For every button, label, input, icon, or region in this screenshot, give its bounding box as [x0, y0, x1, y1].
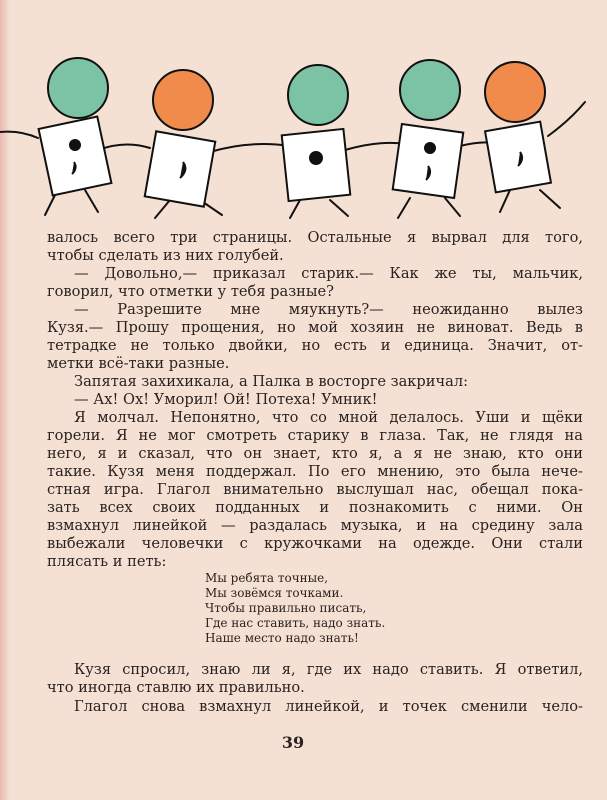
poem-line: Мы зовёмся точками. — [205, 586, 344, 600]
text-line: выбежали человечки с кружочками на одежде. Они стали — [47, 535, 583, 552]
poem-line: Где нас ставить, надо знать. — [205, 616, 386, 630]
text-line: плясать и петь: — [47, 553, 167, 570]
text-line: Кузя спросил, знаю ли я, где их надо ставить. Я ответил, — [74, 661, 583, 678]
figure-1 — [39, 58, 112, 195]
text-line: стная игра. Глагол внимательно выслушал нас, обещал пока- — [47, 481, 583, 498]
text-line: валось всего три страницы. Остальные я вырвал для того, — [47, 229, 583, 246]
figure-5 — [485, 62, 551, 192]
text-line: — Ах! Ох! Уморил! Ой! Потеха! Умник! — [74, 391, 378, 408]
text-line: Глагол снова взмахнул линейкой, и точек сменили чело- — [74, 698, 583, 715]
text-line: Кузя.— Прошу прощения, но мой хозяин не виноват. Ведь в — [47, 319, 583, 336]
text-line: взмахнул линейкой — раздалась музыка, и на средину зала — [47, 517, 583, 534]
poem-line: Мы ребята точные, — [205, 571, 329, 585]
text-line: Я молчал. Непонятно, что со мной делалось. Уши и щёки — [74, 409, 583, 426]
figure-3 — [282, 65, 351, 201]
poem-line: Чтобы правильно писать, — [205, 601, 367, 615]
text-line: зать всех своих подданных и познакомить с ними. Он — [47, 499, 583, 516]
text-line: метки всё-таки разные. — [47, 355, 230, 372]
text-line: горели. Я не мог смотреть старику в глаза. Так, не глядя на — [47, 427, 583, 444]
text-line: что иногда ставлю их правильно. — [47, 679, 305, 696]
figure-2 — [145, 70, 216, 207]
text-line: чтобы сделать из них голубей. — [47, 247, 284, 264]
text-line: такие. Кузя меня поддержал. По его мнению, это была нече- — [47, 463, 583, 480]
dancing-punctuation-illustration — [0, 40, 607, 220]
page-number: 39 — [281, 733, 305, 752]
text-line: него, я и сказал, что он знает, кто я, а я не знаю, кто они — [47, 445, 583, 462]
text-line: тетрадке не только двойки, но есть и единица. Значит, от- — [47, 337, 583, 354]
figure-4 — [393, 60, 464, 198]
text-line: Запятая захихикала, а Палка в восторге закричал: — [74, 373, 469, 390]
text-line: — Разрешите мне мяукнуть?— неожиданно вылез — [74, 301, 583, 318]
text-line: — Довольно,— приказал старик.— Как же ты, мальчик, — [74, 265, 583, 282]
poem-line: Наше место надо знать! — [205, 631, 359, 645]
text-line: говорил, что отметки у тебя разные? — [47, 283, 334, 300]
